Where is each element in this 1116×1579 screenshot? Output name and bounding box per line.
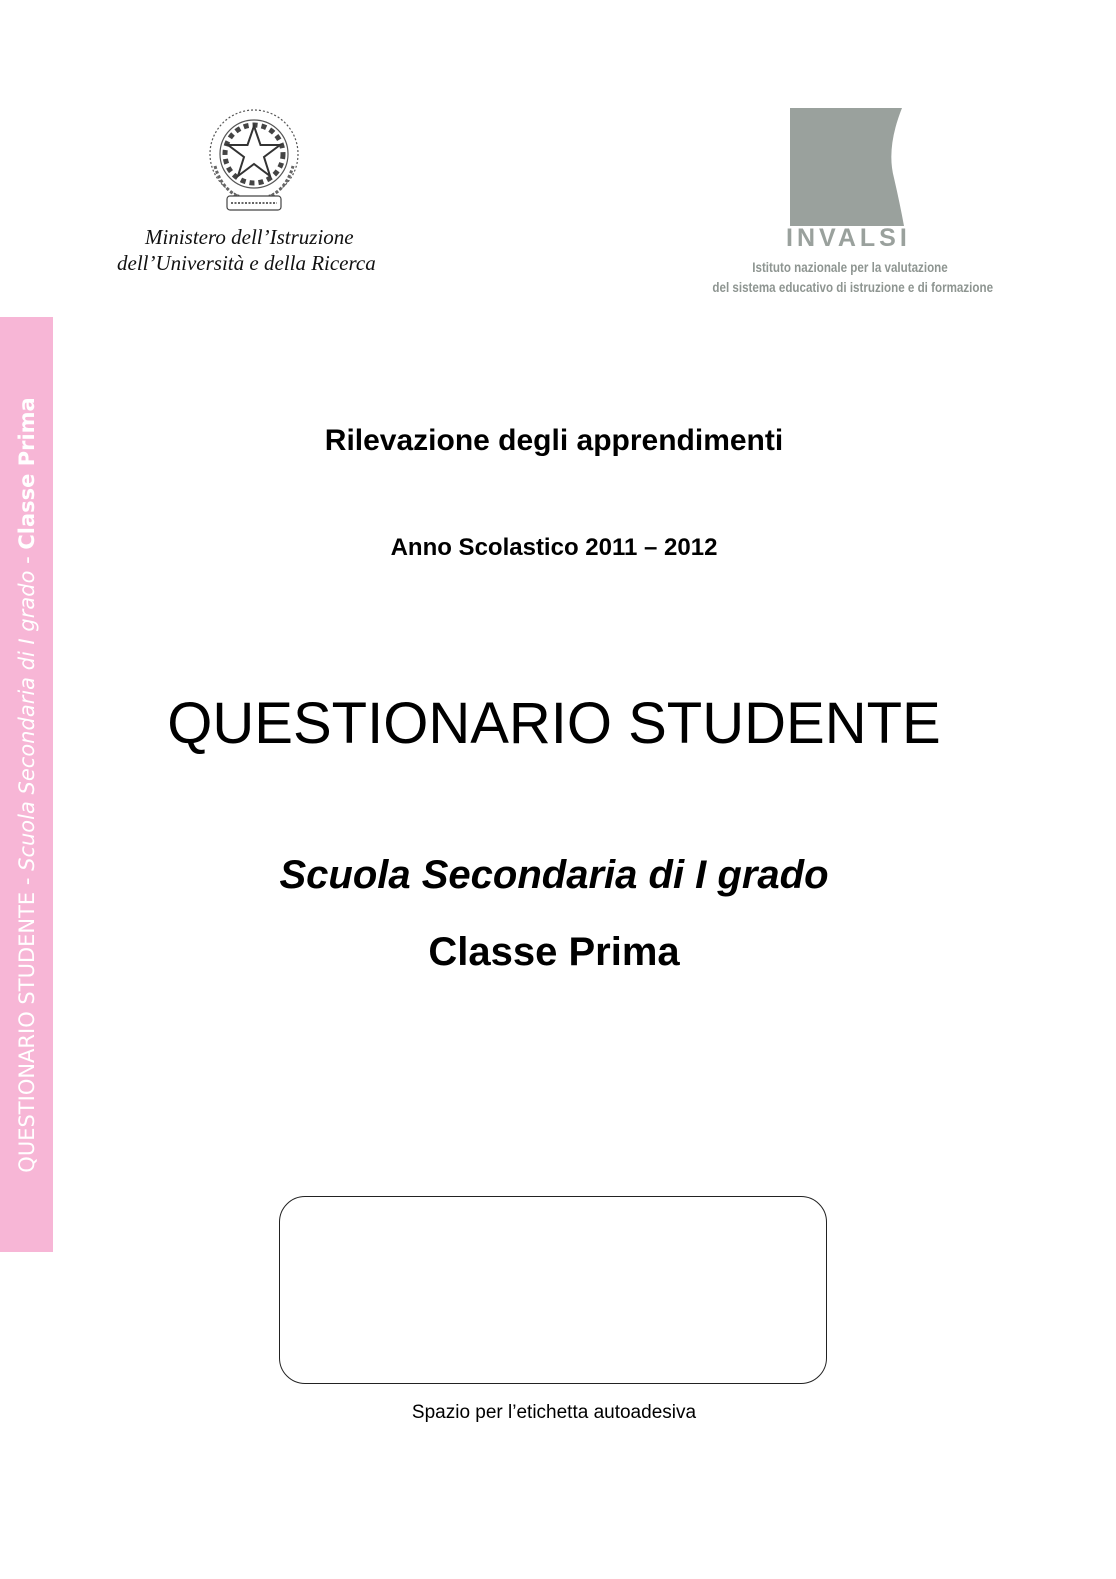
ministry-name-line1: Ministero dell’Istruzione (145, 225, 354, 249)
invalsi-subtitle-line2: del sistema educativo di istruzione e di formazione (712, 280, 994, 295)
school-level: Scuola Secondaria di I grado (279, 853, 829, 897)
invalsi-name: INVALSI (786, 224, 911, 252)
ministry-name-line2: dell’Università e della Ricerca (117, 251, 376, 275)
survey-title: Rilevazione degli apprendimenti (324, 424, 784, 457)
class-level: Classe Prima (428, 930, 680, 974)
sticker-label-caption: Spazio per l’etichetta autoadesiva (411, 1402, 697, 1423)
side-band-questionario: QUESTIONARIO STUDENTE - (14, 870, 39, 1173)
side-band-scuola: Scuola Secondaria di I grado (14, 570, 39, 871)
invalsi-logo-icon (790, 108, 906, 226)
invalsi-subtitle-line1: Istituto nazionale per la valutazione (752, 260, 948, 275)
school-year: Anno Scolastico 2011 – 2012 (390, 534, 718, 561)
questionnaire-title: QUESTIONARIO STUDENTE (167, 691, 941, 756)
italian-republic-emblem-icon (203, 104, 305, 220)
side-band-text (15, 397, 39, 1172)
side-band-classe: Classe Prima (14, 396, 39, 550)
side-band-separator: - (14, 549, 39, 571)
sticker-label-box (279, 1196, 827, 1384)
